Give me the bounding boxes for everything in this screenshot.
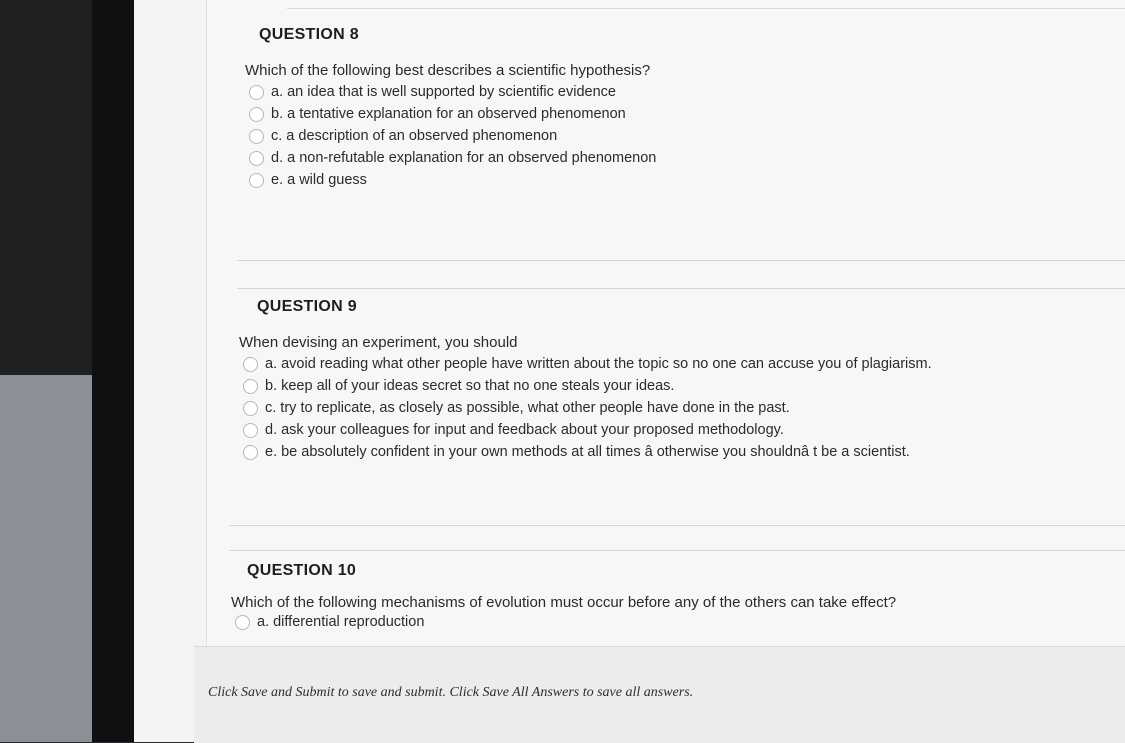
quiz-page — [134, 0, 1125, 742]
option-label: c. try to replicate, as closely as possible, what other people have done in the past. — [265, 400, 790, 416]
question-prompt: Which of the following best describes a scientific hypothesis? — [245, 62, 651, 79]
radio-button[interactable] — [249, 173, 264, 188]
option-a[interactable] — [243, 353, 1125, 375]
question-10 — [207, 562, 1125, 633]
submission-footer — [194, 646, 1125, 743]
question-prompt: Which of the following mechanisms of evolution must occur before any of the others can take effect? — [231, 594, 897, 611]
option-label: e. be absolutely confident in your own methods at all times â otherwise you shouldnâ t be a scientist. — [265, 444, 910, 460]
radio-button[interactable] — [243, 357, 258, 372]
question-title: QUESTION 8 — [259, 26, 359, 43]
option-c[interactable] — [243, 397, 1125, 419]
radio-button[interactable] — [243, 379, 258, 394]
radio-button[interactable] — [249, 129, 264, 144]
question-separator — [229, 525, 1125, 526]
radio-button[interactable] — [249, 107, 264, 122]
question-title: QUESTION 10 — [247, 562, 357, 579]
option-label: a. an idea that is well supported by scientific evidence — [271, 84, 616, 100]
option-label: d. ask your colleagues for input and feedback about your proposed methodology. — [265, 422, 784, 438]
content-panel — [206, 0, 1125, 742]
radio-button[interactable] — [243, 423, 258, 438]
option-c[interactable] — [249, 125, 1125, 147]
option-d[interactable] — [243, 419, 1125, 441]
top-divider — [287, 8, 1125, 9]
option-e[interactable] — [243, 441, 1125, 463]
option-b[interactable] — [243, 375, 1125, 397]
question-9 — [207, 298, 1125, 463]
save-instructions: Click Save and Submit to save and submit. Click Save All Answers to save all answers. — [208, 685, 694, 700]
option-label: d. a non-refutable explanation for an observed phenomenon — [271, 150, 657, 166]
option-label: a. differential reproduction — [257, 614, 425, 630]
option-label: b. keep all of your ideas secret so that no one steals your ideas. — [265, 378, 675, 394]
question-separator — [237, 260, 1125, 261]
option-a[interactable] — [235, 611, 1125, 633]
option-a[interactable] — [249, 81, 1125, 103]
option-label: b. a tentative explanation for an observed phenomenon — [271, 106, 626, 122]
radio-button[interactable] — [243, 401, 258, 416]
radio-button[interactable] — [243, 445, 258, 460]
question-separator — [229, 550, 1125, 551]
option-b[interactable] — [249, 103, 1125, 125]
option-d[interactable] — [249, 147, 1125, 169]
option-label: c. a description of an observed phenomenon — [271, 128, 558, 144]
screen-bezel — [92, 0, 134, 742]
option-e[interactable] — [249, 169, 1125, 191]
radio-button[interactable] — [235, 615, 250, 630]
question-prompt: When devising an experiment, you should — [239, 334, 518, 351]
radio-button[interactable] — [249, 151, 264, 166]
question-8 — [207, 26, 1125, 191]
option-label: e. a wild guess — [271, 172, 367, 188]
question-separator — [237, 288, 1125, 289]
question-title: QUESTION 9 — [257, 298, 357, 315]
radio-button[interactable] — [249, 85, 264, 100]
background-left-lower — [0, 375, 92, 742]
option-label: a. avoid reading what other people have written about the topic so no one can accuse you of plagiarism. — [265, 356, 932, 372]
